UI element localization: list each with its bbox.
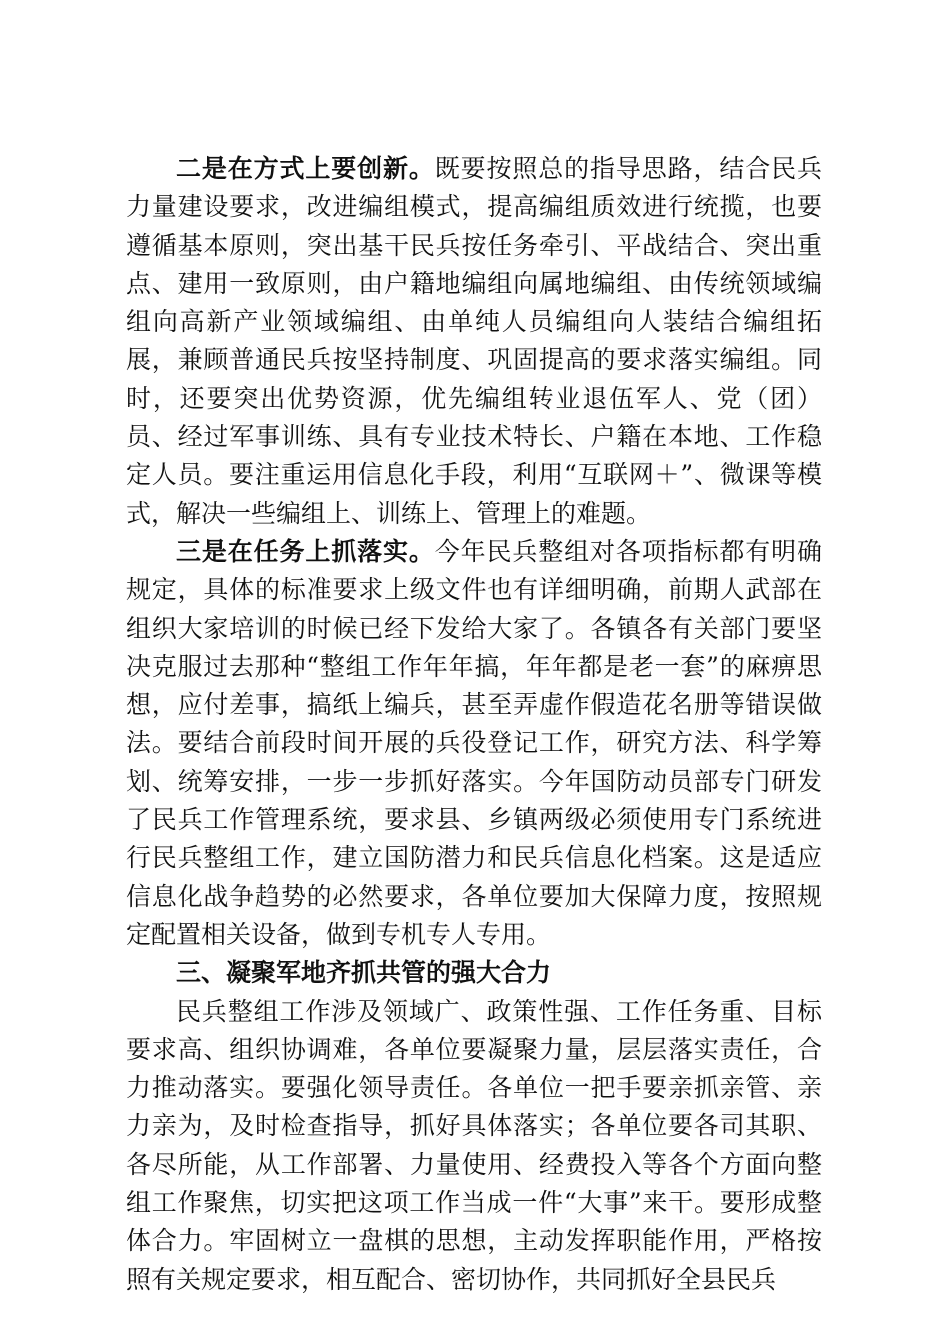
paragraph-method-innovation: [126, 150, 822, 533]
paragraph-lead: 二是在方式上要创新。: [176, 154, 435, 183]
paragraph-text: 既要按照总的指导思路，结合民兵力量建设要求，改进编组模式，提高编组质效进行统揽，也要遵循基本原则，突出基干民兵按任务牵引、平战结合、突出重点、建用一致原则，由户籍地编组向属地编组、由传统领域编组向高新产业领域编组、由单纯人员编组向人装结合编组拓展，兼顾普通民兵按坚持制度、巩固提高的要求落实编组。同时，还要突出优势资源，优先编组转业退伍军人、党（团）员、经过军事训练、具有专业技术特长、户籍在本地、工作稳定人员。要注重运用信息化手段，利用“互联网＋”、微课等模式，解决一些编组上、训练上、管理上的难题。: [126, 154, 822, 528]
paragraph-lead: 三是在任务上抓落实。: [176, 536, 435, 566]
paragraph-joint-effort: 民兵整组工作涉及领域广、政策性强、工作任务重、目标要求高、组织协调难，各单位要凝聚力量，层层落实责任，合力推动落实。要强化领导责任。各单位一把手要亲抓亲管、亲力亲为，及时检查指导，抓好具体落实；各单位要各司其职、各尽所能，从工作部署、力量使用、经费投入等各个方面向整组工作聚焦，切实把这项工作当成一件“大事”来干。要形成整体合力。牢固树立一盘棋的思想，主动发挥职能作用，严格按照有关规定要求，相互配合、密切协作，共同抓好全县民兵: [126, 996, 822, 1294]
section-heading: 三、凝聚军地齐抓共管的强大合力: [176, 958, 552, 988]
paragraph-task-implementation: [126, 533, 822, 954]
document-body: [126, 150, 822, 1299]
paragraph-text: 今年民兵整组对各项指标都有明确规定，具体的标准要求上级文件也有详细明确，前期人武部在组织大家培训的时候已经下发给大家了。各镇各有关部门要坚决克服过去那种“整组工作年年搞，年年都是老一套”的麻痹思想，应付差事，搞纸上编兵，甚至弄虚作假造花名册等错误做法。要结合前段时间开展的兵役登记工作，研究方法、科学筹划、统筹安排，一步一步抓好落实。今年国防动员部专门研发了民兵工作管理系统，要求县、乡镇两级必须使用专门系统进行民兵整组工作，建立国防潜力和民兵信息化档案。这是适应信息化战争趋势的必然要求，各单位要加大保障力度，按照规定配置相关设备，做到专机专人专用。: [126, 536, 822, 949]
